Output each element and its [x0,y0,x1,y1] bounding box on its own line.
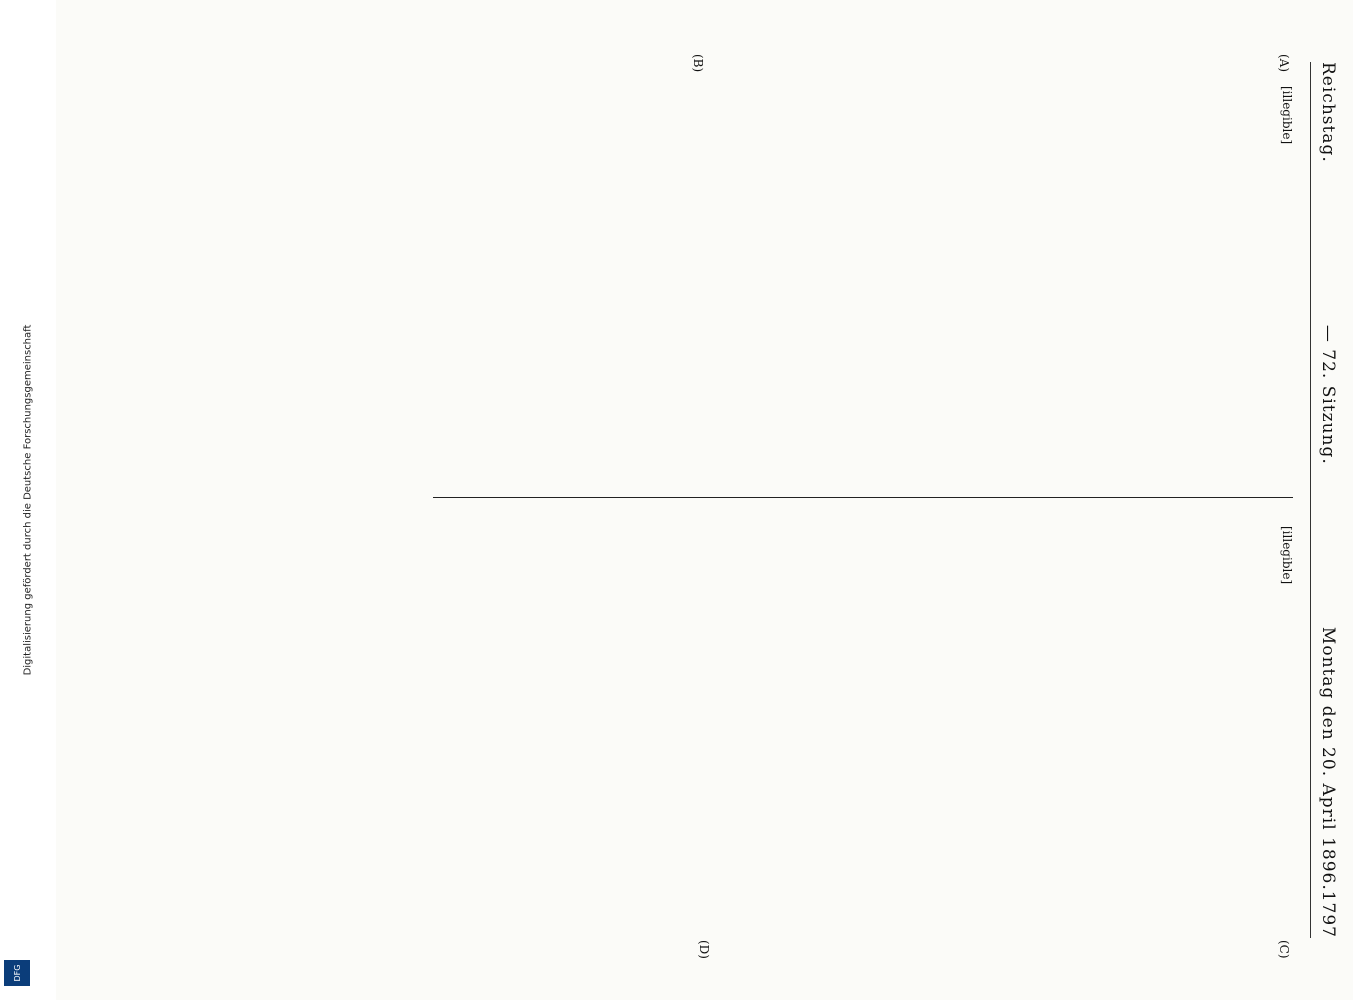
rotated-page-frame [56,0,1353,1000]
document-page [56,0,1353,1000]
paragraph: [illegible] [1280,526,1294,585]
margin-marker-b: (B) [691,54,705,73]
column-left [475,72,1295,492]
header-date: Montag den 20. April 1896. [1318,626,1338,891]
digitization-sidebar [0,0,56,1000]
header-left: Reichstag. [1318,62,1338,163]
digitization-credit: Digitalisierung gefördert durch die Deutsche Forschungsgemeinschaft [22,324,34,676]
page-number: 1797 [1318,890,1338,938]
page-header [1310,62,1345,938]
column-right [475,512,1295,932]
margin-marker-c: (C) [1277,940,1291,959]
header-session: — 72. Sitzung. [1318,324,1338,465]
dfg-logo-icon: DFG [4,960,30,986]
column-divider [433,497,1293,498]
margin-marker-a: (A) [1277,54,1291,73]
paragraph: [illegible] [1280,86,1294,145]
margin-marker-d: (D) [697,940,711,959]
